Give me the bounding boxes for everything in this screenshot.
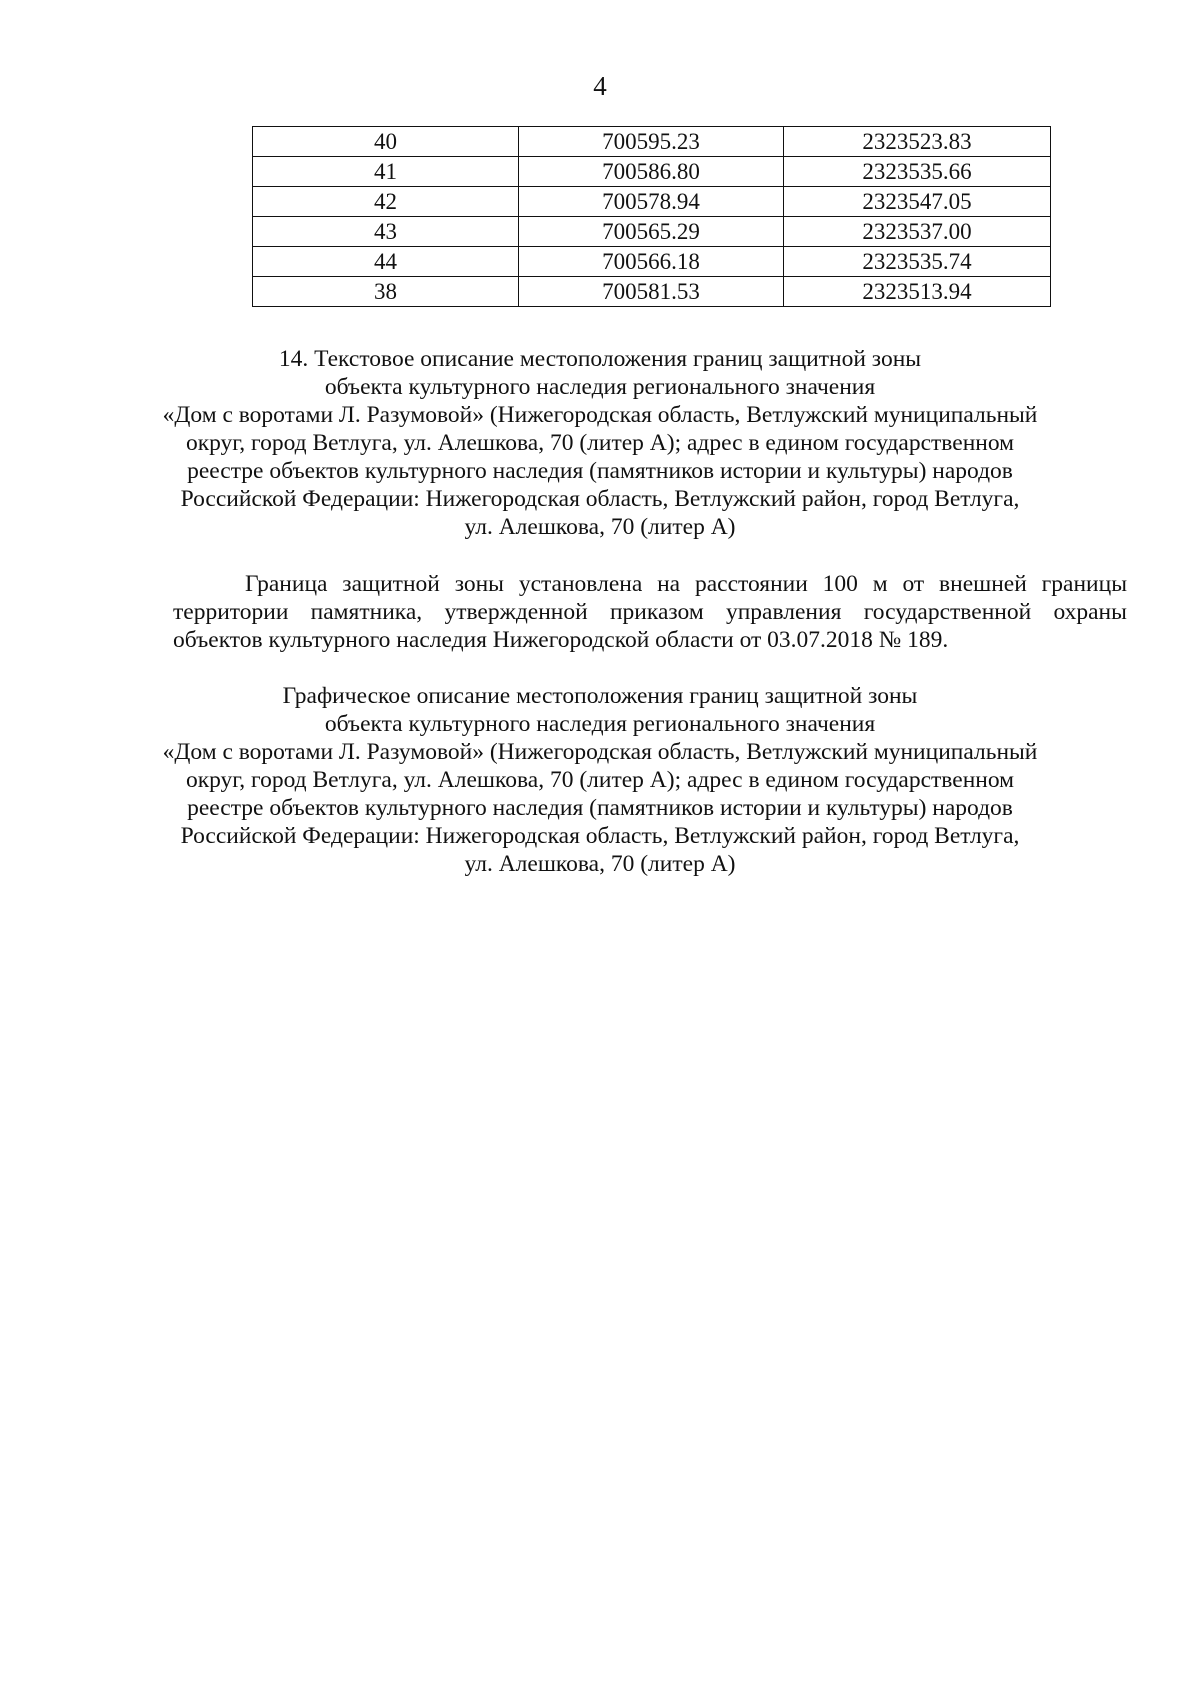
word: 100 (822, 571, 858, 597)
heading-line: реестре объектов культурного наследия (памятников истории и культуры) народов (187, 458, 1013, 484)
word: границы (1041, 571, 1127, 597)
x-coordinate-cell: 700595.23 (519, 127, 784, 157)
heading-line: «Дом с воротами Л. Разумовой» (Нижегородская область, Ветлужский муниципальный (162, 402, 1038, 428)
word: установлена (518, 571, 643, 597)
heading-line: Российской Федерации: Нижегородская область, Ветлужский район, город Ветлуга, (180, 486, 1020, 512)
page-number: 4 (593, 71, 607, 101)
heading-line: Российской Федерации: Нижегородская область, Ветлужский район, город Ветлуга, (180, 823, 1020, 849)
word: охраны (1053, 599, 1127, 625)
word: м (872, 571, 888, 597)
heading-line: реестре объектов культурного наследия (памятников истории и культуры) народов (187, 795, 1013, 821)
table-row (253, 217, 1051, 247)
paragraph-line (173, 570, 1127, 598)
point-number-cell: 43 (253, 217, 519, 247)
protection-zone-paragraph (173, 570, 1127, 654)
point-number-cell: 42 (253, 187, 519, 217)
table-row (253, 157, 1051, 187)
x-coordinate-cell: 700578.94 (519, 187, 784, 217)
word: на (657, 571, 681, 597)
table-row (253, 247, 1051, 277)
word: утвержденной (444, 599, 588, 625)
x-coordinate-cell: 700586.80 (519, 157, 784, 187)
graphic-description-heading (150, 682, 1050, 878)
heading-line: «Дом с воротами Л. Разумовой» (Нижегородская область, Ветлужский муниципальный (162, 739, 1038, 765)
y-coordinate-cell: 2323535.74 (784, 247, 1051, 277)
heading-line: ул. Алешкова, 70 (литер А) (464, 514, 736, 540)
heading-line: объекта культурного наследия регионального значения (324, 711, 876, 737)
point-number-cell: 44 (253, 247, 519, 277)
heading-line: округ, город Ветлуга, ул. Алешкова, 70 (литер А); адрес в едином государственном (185, 767, 1015, 793)
heading-line: округ, город Ветлуга, ул. Алешкова, 70 (литер А); адрес в едином государственном (185, 430, 1015, 456)
table-row (253, 187, 1051, 217)
y-coordinate-cell: 2323535.66 (784, 157, 1051, 187)
paragraph-line (173, 598, 1127, 626)
y-coordinate-cell: 2323523.83 (784, 127, 1051, 157)
word: территории (173, 599, 289, 625)
y-coordinate-cell: 2323513.94 (784, 277, 1051, 307)
paragraph-text: объектов культурного наследия Нижегородской области от 03.07.2018 № 189. (173, 627, 949, 653)
section-14-heading (150, 345, 1050, 541)
point-number-cell: 41 (253, 157, 519, 187)
point-number-cell: 40 (253, 127, 519, 157)
word: защитной (342, 571, 440, 597)
word: внешней (939, 571, 1027, 597)
paragraph-line (173, 626, 1127, 654)
x-coordinate-cell: 700581.53 (519, 277, 784, 307)
heading-line: ул. Алешкова, 70 (литер А) (464, 851, 736, 877)
word: приказом (609, 599, 704, 625)
heading-line: Графическое описание местоположения границ защитной зоны (282, 683, 918, 709)
heading-line: 14. Текстовое описание местоположения границ защитной зоны (278, 346, 922, 372)
table-row (253, 127, 1051, 157)
word: Граница (245, 571, 328, 597)
word: зоны (454, 571, 504, 597)
word: управления (725, 599, 842, 625)
x-coordinate-cell: 700565.29 (519, 217, 784, 247)
y-coordinate-cell: 2323547.05 (784, 187, 1051, 217)
word: от (902, 571, 925, 597)
coordinates-table (252, 126, 1051, 307)
heading-line: объекта культурного наследия регионального значения (324, 374, 876, 400)
x-coordinate-cell: 700566.18 (519, 247, 784, 277)
point-number-cell: 38 (253, 277, 519, 307)
word: государственной (863, 599, 1032, 625)
word: расстоянии (694, 571, 808, 597)
y-coordinate-cell: 2323537.00 (784, 217, 1051, 247)
table-row (253, 277, 1051, 307)
word: памятника, (310, 599, 423, 625)
